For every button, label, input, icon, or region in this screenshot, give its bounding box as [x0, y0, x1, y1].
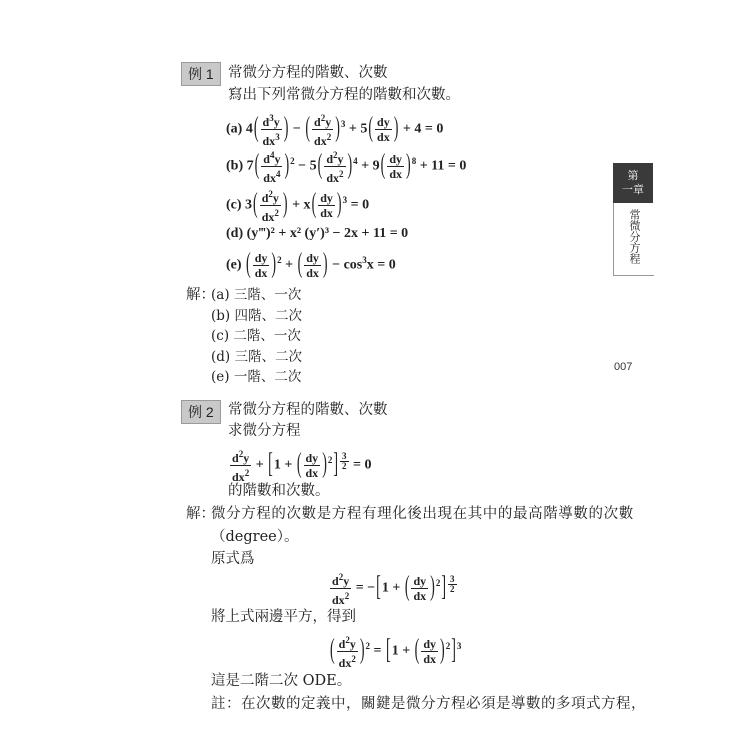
example-2-prompt-after: 的階數和次數。 [228, 483, 330, 499]
example-1-tag: 例 1 [181, 62, 221, 86]
equation-b: (b) 7( $\frac{d^4y}{dx^4}$ )$^2$ − 5( $\frac{d^2y}{dx^2}$ )$^4$ + 9( $\frac{dy}{dx}$ )$^8$ + 11 = 0 [226, 150, 467, 185]
solution-2-line-1: 微分方程的次數是方程有理化後出現在其中的最高階導數的次數 [211, 506, 634, 522]
solution-2-line-2: （degree）。 [211, 529, 299, 545]
original-equation-label: 原式爲 [211, 551, 255, 567]
answer-c: (c) 二階、一次 [211, 328, 301, 344]
equation-a: (a) 4( $\frac{d^3y}{dx^3}$ ) − ( $\frac{d^2y}{dx^2}$ )$^3$ + 5( $\frac{dy}{dx}$ ) + 4 = 0 [226, 113, 444, 148]
solution-1-label: 解： [186, 287, 215, 303]
example-1-prompt: 寫出下列常微分方程的階數和次數。 [228, 87, 460, 103]
chapter-name-box [613, 203, 654, 276]
equation-c: (c) 3( $\frac{d^2y}{dx^2}$ ) + x( $\frac{dy}{dx}$ )$^3$ = 0 [226, 189, 370, 224]
example-2-title: 常微分方程的階數、次數 [228, 402, 388, 418]
example-1-title: 常微分方程的階數、次數 [228, 65, 388, 81]
note-text: 註：在次數的定義中，關鍵是微分方程必須是導數的多項式方程， [211, 696, 646, 712]
equation-d: (d) (y‴)² + x² (y′)³ − 2x + 11 = 0 [226, 226, 409, 241]
solution-2-label: 解： [186, 506, 215, 522]
equation-squared: ( $\frac{d^2y}{dx^2}$ )$^2$ = [1 + ( $\frac{dy}{dx}$ )$^2$]$^3$ [330, 635, 462, 670]
chapter-tab-top: 第 [627, 169, 639, 182]
square-both-sides-text: 將上式兩邊平方，得到 [211, 609, 356, 625]
page-number: 007 [614, 361, 633, 373]
example-2-tag: 例 2 [181, 400, 221, 424]
equation-rearranged: $\frac{d^2y}{dx^2}$ = −[1 + ( $\frac{dy}{dx}$ )$^2$] $^{\frac{3}{2}}$ [332, 572, 455, 607]
answer-d: (d) 三階、二次 [211, 349, 302, 365]
equation-e: (e) ( $\frac{dy}{dx}$ )$^2$ + ( $\frac{dy}{dx}$ ) − $\cos^3x = 0$ [226, 249, 396, 280]
answer-a: (a) 三階、一次 [211, 287, 302, 303]
example-2-prompt: 求微分方程 [228, 423, 301, 439]
chapter-name: 常微分方程 [628, 209, 641, 264]
conclusion-text: 這是二階二次 ODE。 [211, 673, 352, 689]
chapter-tab-bottom: 一章 [622, 183, 644, 196]
chapter-tab [613, 163, 653, 203]
answer-b: (b) 四階、二次 [211, 308, 302, 324]
equation-example-2: $\frac{d^2y}{dx^2}$ + [1 + ( $\frac{dy}{dx}$ )$^2$] $^{\frac{3}{2}}$ = 0 [232, 449, 372, 484]
answer-e: (e) 一階、二次 [211, 369, 302, 385]
